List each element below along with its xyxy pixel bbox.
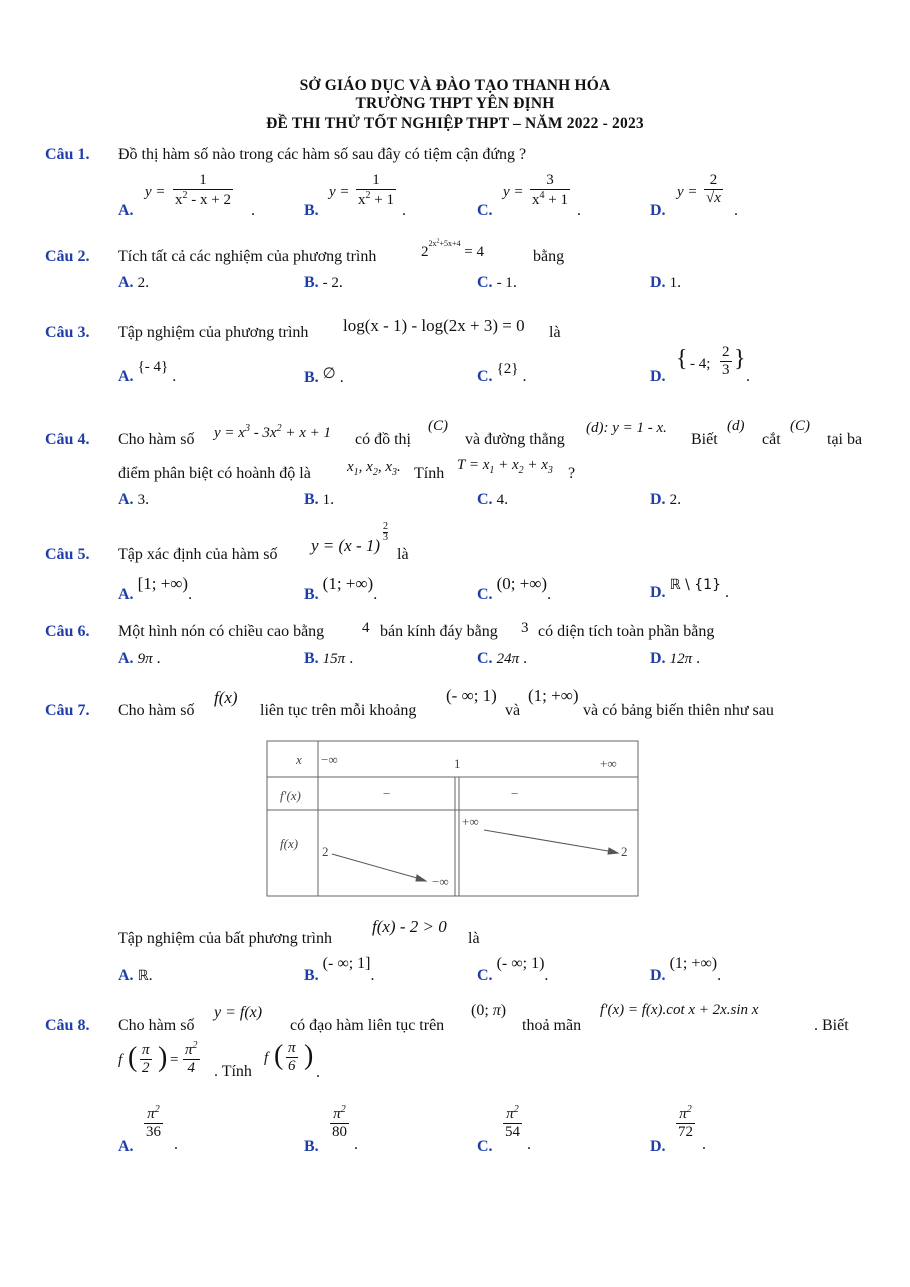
table-minus-2: − — [511, 786, 519, 801]
q8-text-1: Cho hàm số — [118, 1017, 195, 1034]
q6-option-b: B. 15π . — [304, 650, 354, 667]
q6-text-3: có diện tích toàn phần bằng — [538, 623, 715, 640]
question-1-label: Câu 1. — [45, 146, 90, 163]
question-1-text: Đồ thị hàm số nào trong các hàm số sau đây có tiệm cận đứng ? — [118, 146, 527, 163]
q5-exponent: 2 3 — [383, 521, 388, 543]
q3-option-d: D. { - 4; $\frac{2}{3}$ } . — [650, 344, 750, 385]
table-minus-1: − — [383, 786, 391, 801]
question-4-label: Câu 4. — [45, 431, 90, 448]
q5-function: y = (x - 1) — [311, 536, 381, 555]
table-x-label: x — [296, 752, 302, 767]
question-3-label: Câu 3. — [45, 324, 90, 341]
q4-text-6: tại ba — [827, 431, 863, 448]
q4-roots: $x_1$, $x_2$, $x_3$. — [347, 459, 401, 478]
q7-text-3: và — [505, 702, 521, 719]
table-f-left-limit: −∞ — [432, 874, 449, 889]
q7-text-6: là — [468, 930, 480, 947]
q3-option-a: A. {- 4} . — [118, 359, 177, 385]
q3-option-b: B. ∅ . — [304, 366, 344, 386]
q7-option-a: A. ℝ. — [118, 967, 153, 984]
q4-d: (d) — [727, 418, 745, 434]
q8-text-3: thoả mãn — [522, 1017, 582, 1034]
q4-text-1: Cho hàm số — [118, 431, 195, 448]
q5-option-c: C. (0; +∞). — [477, 574, 552, 603]
question-2-tail: bằng — [533, 248, 565, 265]
q8-given: f ( $\frac{\pi}{2}$ ) = $\frac{\pi^2}{4}$ — [118, 1040, 198, 1076]
q4-option-b: B. 1. — [304, 491, 335, 508]
q4-graph-c: (C) — [428, 418, 448, 434]
q8-option-c: C. $\frac{\pi^2}{54}$ . — [477, 1104, 531, 1155]
q4-option-d: D. 2. — [650, 491, 682, 508]
q2-option-d: D. 1. — [650, 274, 682, 291]
q7-inequality: f(x) - 2 > 0 — [372, 917, 447, 936]
table-fprime-label: f′(x) — [280, 788, 301, 803]
table-f-label: f(x) — [280, 836, 299, 851]
school-name: TRƯỜNG THPT YÊN ĐỊNH — [355, 95, 555, 112]
q8-target: f ( $\frac{\pi}{6}$ ) . — [264, 1040, 320, 1081]
q4-c: (C) — [790, 418, 810, 434]
q4-text-9: ? — [568, 465, 576, 482]
table-f-right-limit: +∞ — [462, 814, 479, 829]
q4-text-5: cắt — [762, 431, 781, 448]
q2-option-a: A. 2. — [118, 274, 150, 291]
q4-function: $y = x^3 - 3x^2 + x + 1$ — [214, 423, 331, 441]
school-department: SỞ GIÁO DỤC VÀ ĐÀO TẠO THANH HÓA — [299, 77, 611, 94]
table-f-end: 2 — [621, 844, 628, 859]
q5-option-d: D. ℝ \ {1} . — [650, 577, 729, 601]
q2-option-c: C. - 1. — [477, 274, 517, 291]
q6-option-a: A. 9π . — [118, 650, 161, 667]
decreasing-arrow-1 — [332, 854, 424, 880]
table-pos-inf: +∞ — [600, 756, 617, 771]
table-one: 1 — [454, 756, 461, 771]
q4-text-8: Tính — [414, 465, 445, 482]
q6-text-2: bán kính đáy bằng — [380, 623, 498, 640]
question-8-label: Câu 8. — [45, 1017, 90, 1034]
q7-f: f(x) — [214, 688, 238, 707]
q7-option-d: D. (1; +∞). — [650, 955, 722, 984]
q4-text-7: điểm phân biệt có hoành độ là — [118, 465, 311, 482]
question-3-tail: là — [549, 324, 561, 341]
question-2-label: Câu 2. — [45, 248, 90, 265]
q7-text-5: Tập nghiệm của bất phương trình — [118, 930, 332, 947]
q8-option-b: B. $\frac{\pi^2}{80}$ . — [304, 1104, 358, 1155]
table-f-start: 2 — [322, 844, 329, 859]
question-7-label: Câu 7. — [45, 702, 90, 719]
q6-option-d: D. 12π . — [650, 650, 701, 667]
q4-text-4: Biết — [691, 431, 718, 448]
q4-option-c: C. 4. — [477, 491, 509, 508]
q7-text-4: và có bảng biến thiên như sau — [583, 702, 774, 719]
q7-interval-1: (- ∞; 1) — [446, 686, 497, 705]
q8-interval: (0; π) — [471, 1002, 507, 1019]
q5-option-a: A. [1; +∞). — [118, 574, 193, 603]
q7-option-b: B. (- ∞; 1]. — [304, 955, 375, 984]
question-5-label: Câu 5. — [45, 546, 90, 563]
q7-option-c: C. (- ∞; 1). — [477, 955, 549, 984]
q4-text-2: có đồ thị — [355, 431, 411, 448]
question-3-text: Tập nghiệm của phương trình — [118, 324, 309, 341]
q8-text-4: . Biết — [814, 1017, 849, 1034]
question-5-text: Tập xác định của hàm số — [118, 546, 278, 563]
q3-equation: log(x - 1) - log(2x + 3) = 0 — [343, 316, 525, 335]
q8-text-5: . Tính — [214, 1063, 252, 1080]
q4-option-a: A. 3. — [118, 491, 150, 508]
variation-table — [266, 740, 639, 898]
question-2-text: Tích tất cả các nghiệm của phương trình — [118, 248, 377, 265]
q6-option-c: C. 24π . — [477, 650, 528, 667]
exam-title: ĐỀ THI THỬ TỐT NGHIỆP THPT – NĂM 2022 - 2023 — [266, 115, 644, 132]
question-6-label: Câu 6. — [45, 623, 90, 640]
q8-equation: f′(x) = f(x).cot x + 2x.sin x — [600, 1002, 759, 1018]
question-5-tail: là — [397, 546, 409, 563]
q7-text-1: Cho hàm số — [118, 702, 195, 719]
q4-line-d: (d): y = 1 - x. — [586, 420, 667, 436]
table-neg-inf: −∞ — [321, 752, 338, 767]
q2-option-b: B. - 2. — [304, 274, 343, 291]
q3-option-c: C. {2} . — [477, 361, 527, 385]
q8-text-2: có đạo hàm liên tục trên — [290, 1017, 445, 1034]
q7-text-2: liên tục trên mỗi khoảng — [260, 702, 417, 719]
decreasing-arrow-2 — [484, 830, 614, 852]
q6-radius: 3 — [521, 620, 529, 636]
q5-option-b: B. (1; +∞). — [304, 574, 378, 603]
q6-text-1: Một hình nón có chiều cao bằng — [118, 623, 325, 640]
q4-text-3: và đường thẳng — [465, 431, 565, 448]
q6-height: 4 — [362, 620, 370, 636]
q8-option-a: A. $\frac{\pi^2}{36}$ . — [118, 1104, 178, 1155]
q2-equation: $2^{2x^2+5x+4} = 4$ — [421, 238, 484, 260]
q7-interval-2: (1; +∞) — [528, 686, 579, 705]
q8-option-d: D. $\frac{\pi^2}{72}$ . — [650, 1104, 706, 1155]
q4-sum: $T = x_1 + x_2 + x_3$ — [457, 457, 553, 476]
q8-function: y = f(x) — [214, 1004, 263, 1021]
